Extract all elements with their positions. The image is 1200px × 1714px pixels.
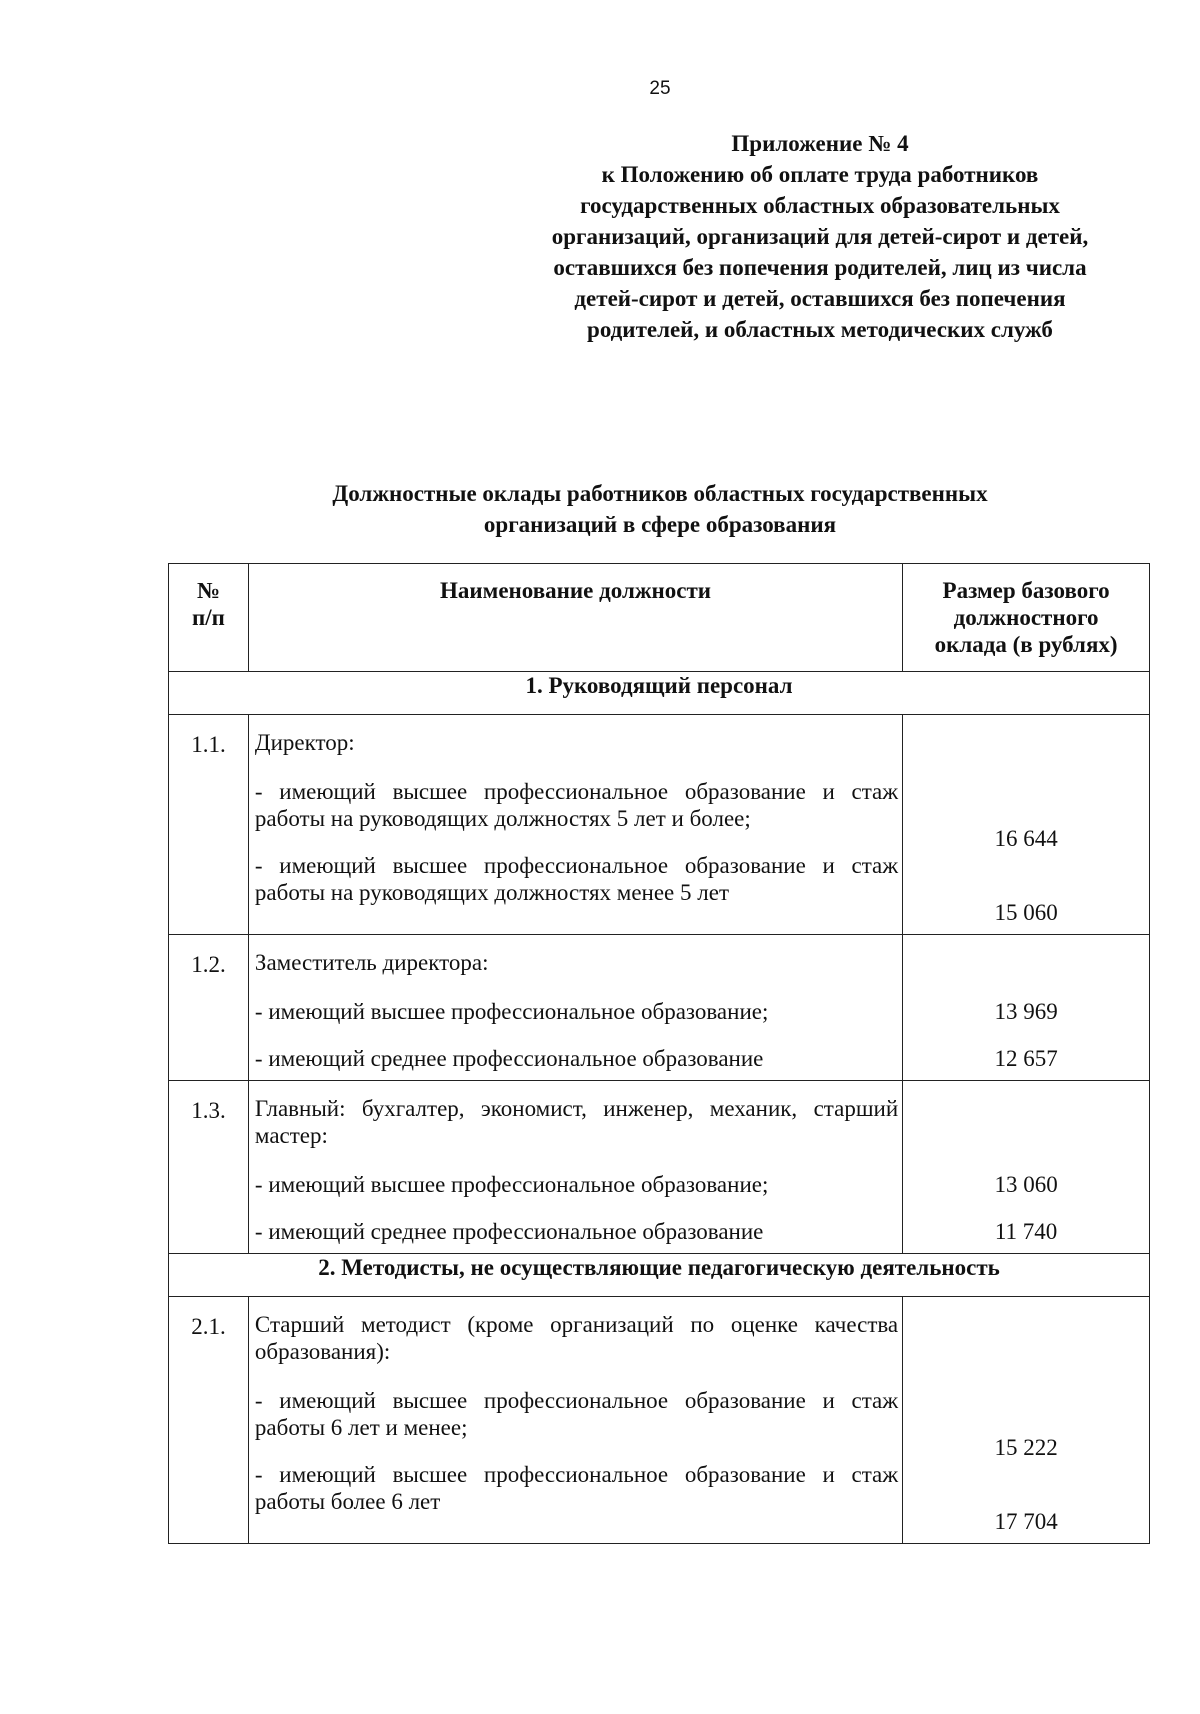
salary-cell bbox=[903, 1081, 1150, 1254]
row-number: 2.1. bbox=[169, 1297, 249, 1544]
table-header-row bbox=[169, 564, 1150, 672]
position-condition: - имеющий высшее профессиональное образование; bbox=[254, 1172, 769, 1197]
salary-value: 15 222 bbox=[994, 1435, 1058, 1460]
table-row bbox=[169, 1297, 1150, 1544]
salary-cell bbox=[903, 715, 1150, 935]
page-number: 25 bbox=[649, 78, 671, 99]
document-title-line: Должностные оклады работников областных государственных bbox=[332, 481, 988, 506]
position-cell bbox=[248, 935, 902, 1081]
row-number: 1.1. bbox=[169, 715, 249, 935]
position-condition: - имеющий высшее профессиональное образование и стаж работы более 6 лет bbox=[254, 1462, 899, 1514]
salary-value: 13 969 bbox=[994, 999, 1058, 1024]
appendix-line: детей-сирот и детей, оставшихся без попечения bbox=[574, 286, 1066, 311]
appendix-line: государственных областных образовательных bbox=[580, 193, 1060, 218]
position-condition: - имеющий высшее профессиональное образование и стаж работы 6 лет и менее; bbox=[254, 1388, 899, 1440]
position-cell bbox=[248, 1081, 902, 1254]
position-title: Заместитель директора: bbox=[254, 950, 489, 975]
position-cell bbox=[248, 1297, 902, 1544]
position-title: Директор: bbox=[254, 730, 355, 755]
header-salary-line: оклада (в рублях) bbox=[934, 632, 1118, 657]
position-cell bbox=[248, 715, 902, 935]
header-number bbox=[169, 564, 249, 672]
position-condition: - имеющий высшее профессиональное образование и стаж работы на руководящих должностях менее 5 лет bbox=[254, 853, 899, 905]
salary-value: 16 644 bbox=[994, 826, 1058, 851]
header-number-line: № bbox=[196, 578, 221, 603]
section-row bbox=[169, 1254, 1150, 1297]
header-salary-line: должностного bbox=[953, 605, 1099, 630]
appendix-line: к Положению об оплате труда работников bbox=[601, 162, 1039, 187]
table-row bbox=[169, 935, 1150, 1081]
document-title-line: организаций в сфере образования bbox=[483, 512, 837, 537]
row-number: 1.3. bbox=[169, 1081, 249, 1254]
section-row bbox=[169, 672, 1150, 715]
position-condition: - имеющий высшее профессиональное образование; bbox=[254, 999, 769, 1024]
section-title: 1. Руководящий персонал bbox=[169, 672, 1150, 715]
position-condition: - имеющий среднее профессиональное образование bbox=[254, 1219, 764, 1244]
appendix-line: родителей, и областных методических служб bbox=[587, 317, 1053, 342]
salary-table bbox=[168, 563, 1150, 1544]
header-position-name: Наименование должности bbox=[248, 564, 902, 672]
section-title: 2. Методисты, не осуществляющие педагогическую деятельность bbox=[169, 1254, 1150, 1297]
document-title bbox=[180, 478, 1140, 540]
salary-value: 12 657 bbox=[994, 1046, 1058, 1071]
position-title: Главный: бухгалтер, экономист, инженер, механик, старший мастер: bbox=[254, 1096, 899, 1148]
header-salary bbox=[903, 564, 1150, 672]
table-row bbox=[169, 1081, 1150, 1254]
position-title: Старший методист (кроме организаций по оценке качества образования): bbox=[254, 1312, 899, 1364]
position-condition: - имеющий высшее профессиональное образование и стаж работы на руководящих должностях 5 лет и более; bbox=[254, 779, 899, 831]
appendix-line: Приложение № 4 bbox=[731, 131, 909, 156]
salary-value: 15 060 bbox=[994, 900, 1058, 925]
appendix-header bbox=[520, 128, 1120, 345]
row-number: 1.2. bbox=[169, 935, 249, 1081]
salary-value: 13 060 bbox=[994, 1172, 1058, 1197]
appendix-line: оставшихся без попечения родителей, лиц из числа bbox=[553, 255, 1087, 280]
header-salary-line: Размер базового bbox=[942, 578, 1110, 603]
salary-value: 11 740 bbox=[994, 1219, 1058, 1244]
header-number-line: п/п bbox=[192, 605, 225, 630]
salary-cell bbox=[903, 935, 1150, 1081]
salary-value: 17 704 bbox=[994, 1509, 1058, 1534]
table-row bbox=[169, 715, 1150, 935]
salary-cell bbox=[903, 1297, 1150, 1544]
position-condition: - имеющий среднее профессиональное образование bbox=[254, 1046, 764, 1071]
appendix-line: организаций, организаций для детей-сирот и детей, bbox=[551, 224, 1089, 249]
